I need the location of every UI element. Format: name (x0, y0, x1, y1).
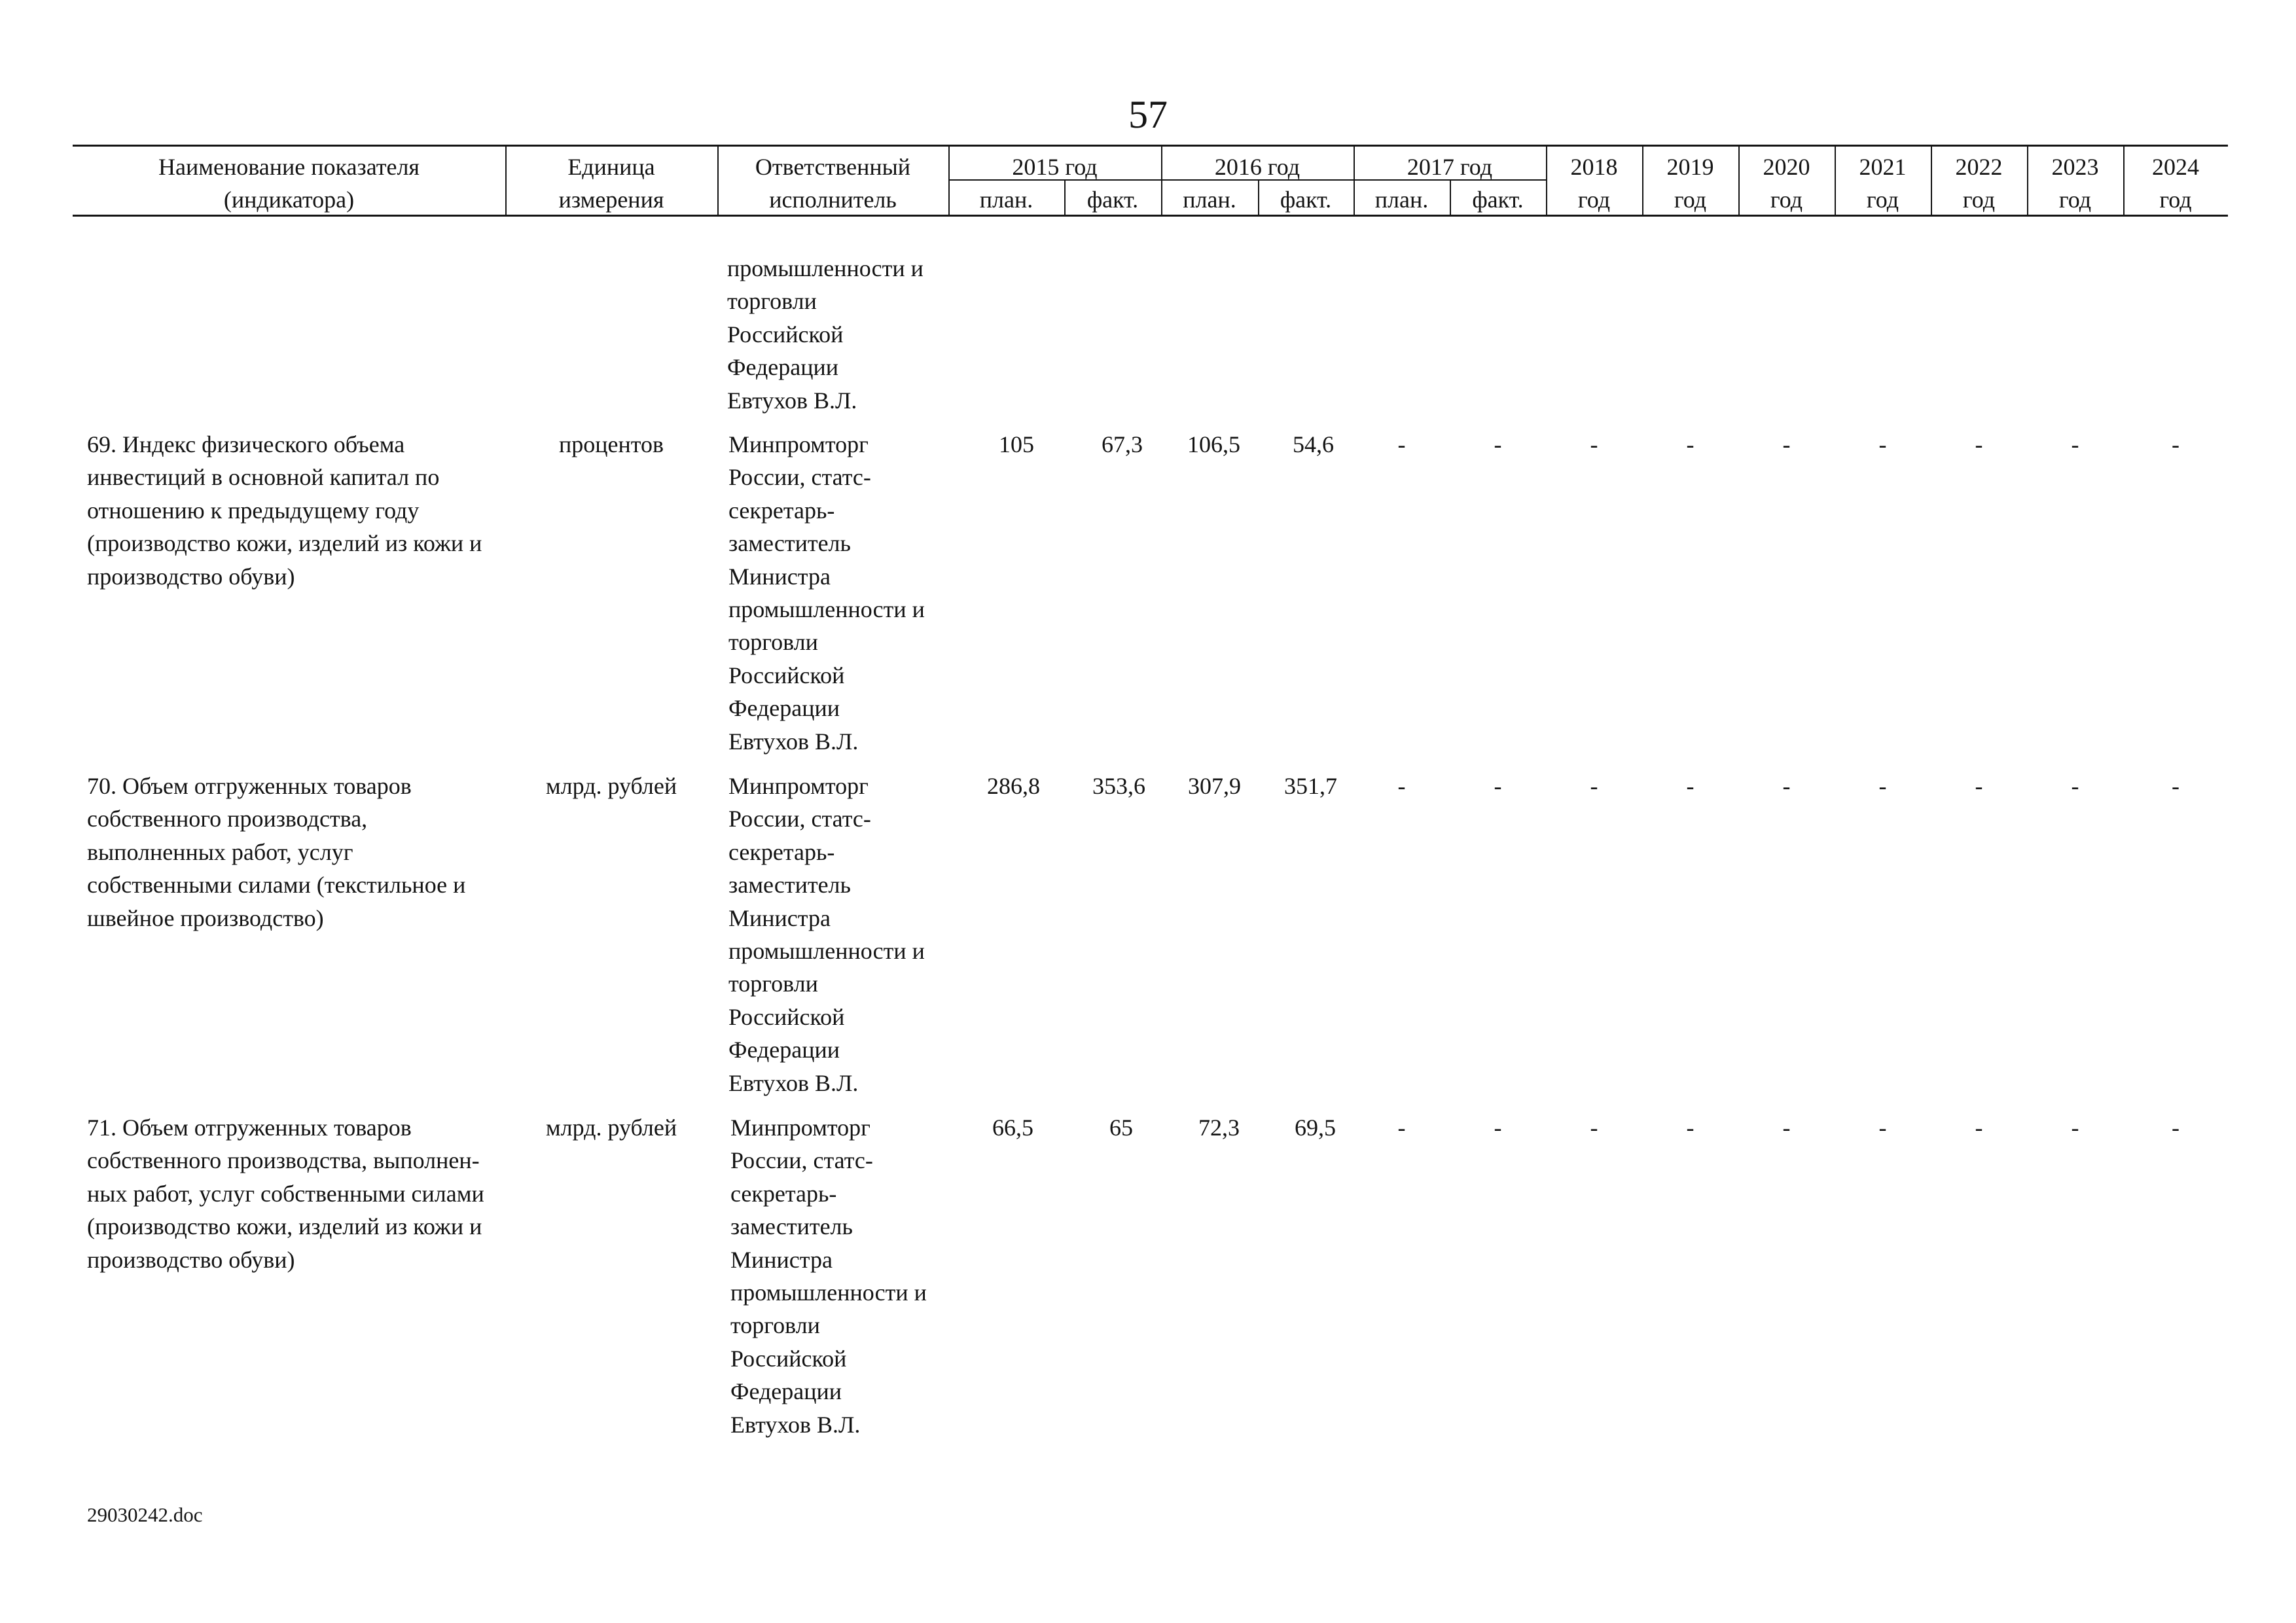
header-year-2019: 2019 (1666, 154, 1714, 180)
row-71-2015-fact: 65 (1109, 1115, 1133, 1141)
row-69-2019: - (1686, 431, 1695, 457)
row-69-2016-plan: 106,5 (1187, 431, 1240, 457)
row-71-2017-fact: - (1494, 1115, 1502, 1141)
row-69-2024: - (2172, 431, 2179, 457)
header-year-word: год (1866, 187, 1899, 213)
row-70-2019: - (1686, 773, 1695, 799)
header-fact-2016: факт. (1280, 187, 1332, 213)
header-year-2016: 2016 год (1214, 154, 1300, 180)
row-70-2021: - (1878, 773, 1887, 799)
page-number: 57 (1128, 93, 1168, 136)
header-fact-2015: факт. (1086, 187, 1139, 213)
header-fact-2017: факт. (1472, 187, 1524, 213)
header-year-word: год (1674, 187, 1707, 213)
row-71-2016-plan: 72,3 (1198, 1115, 1240, 1141)
row-69-unit: процентов (558, 431, 664, 457)
row-70-2015-fact: 353,6 (1092, 773, 1145, 799)
row-69-2015-plan: 105 (999, 431, 1034, 457)
table-top-rule (73, 145, 2228, 147)
row-70-2017-fact: - (1494, 773, 1502, 799)
row-71-2020: - (1782, 1115, 1791, 1141)
row-70-2023: - (2071, 773, 2079, 799)
row-71-2021: - (1878, 1115, 1887, 1141)
row-71-unit: млрд. рублей (545, 1115, 677, 1141)
row-71-2024: - (2172, 1115, 2179, 1141)
document-code: 29030242.doc (87, 1503, 203, 1526)
row-71-2023: - (2071, 1115, 2079, 1141)
header-responsible-line1: Ответственный (755, 154, 911, 180)
row-69-indicator-name: 69. Индекс физического объема инвестиций в основной капитал по отношению к предыдущему году (производство кожи, изделий из кожи и производство обуви) (87, 431, 482, 590)
row-71-2016-fact: 69,5 (1295, 1115, 1336, 1141)
header-plan-2017: план. (1374, 187, 1429, 213)
header-indicator-name-line2: (индикатора) (223, 187, 355, 213)
header-year-word: год (1962, 187, 1996, 213)
row-71-2018: - (1590, 1115, 1598, 1141)
header-responsible-line2: исполнитель (769, 187, 897, 213)
header-year-2020: 2020 (1763, 154, 1810, 180)
row-71-responsible: Минпромторг России, статс- секретарь- заместитель Министра промышленности и торговли Российской Федерации Евтухов В.Л. (730, 1115, 927, 1438)
row-70-2015-plan: 286,8 (987, 773, 1040, 799)
header-year-2015: 2015 год (1012, 154, 1098, 180)
header-year-word: год (2159, 187, 2192, 213)
header-year-2022: 2022 (1955, 154, 2003, 180)
row-69-2018: - (1590, 431, 1598, 457)
row-70-responsible: Минпромторг России, статс- секретарь- заместитель Министра промышленности и торговли Российской Федерации Евтухов В.Л. (728, 773, 925, 1096)
row-69-2022: - (1975, 431, 1983, 457)
header-year-2017: 2017 год (1407, 154, 1493, 180)
row-69-2023: - (2071, 431, 2079, 457)
header-year-word: год (1770, 187, 1803, 213)
row-69-2017-fact: - (1494, 431, 1502, 457)
header-unit-line1: Единица (567, 154, 655, 180)
row-70-2016-fact: 351,7 (1284, 773, 1337, 799)
row-69-2021: - (1878, 431, 1887, 457)
row-70-indicator-name: 70. Объем отгруженных товаров собственного производства, выполненных работ, услуг собственными силами (текстильное и швейное производство) (87, 773, 466, 931)
header-year-2024: 2024 (2152, 154, 2199, 180)
row-69-2017-plan: - (1397, 431, 1406, 457)
header-year-word: год (2058, 187, 2092, 213)
header-year-word: год (1577, 187, 1611, 213)
row-70-2020: - (1782, 773, 1791, 799)
row-69-2020: - (1782, 431, 1791, 457)
row-69-responsible: Минпромторг России, статс- секретарь- заместитель Министра промышленности и торговли Российской Федерации Евтухов В.Л. (728, 431, 925, 755)
header-year-2018: 2018 (1570, 154, 1618, 180)
header-indicator-name-line1: Наименование показателя (158, 154, 420, 180)
header-year-2021: 2021 (1859, 154, 1907, 180)
row-71-2015-plan: 66,5 (992, 1115, 1033, 1141)
row-71-indicator-name: 71. Объем отгруженных товаров собственного производства, выполнен- ных работ, услуг собственными силами (производство кожи, изделий из кожи и производство обуви) (87, 1115, 484, 1273)
row-70-2024: - (2172, 773, 2179, 799)
header-unit-line2: измерения (558, 187, 664, 213)
row-71-2017-plan: - (1397, 1115, 1406, 1141)
row-71-2022: - (1975, 1115, 1983, 1141)
row-71-2019: - (1686, 1115, 1695, 1141)
header-year-2023: 2023 (2051, 154, 2099, 180)
row-70-2018: - (1590, 773, 1598, 799)
row-70-2016-plan: 307,9 (1188, 773, 1241, 799)
row-69-2016-fact: 54,6 (1293, 431, 1334, 457)
row-69-2015-fact: 67,3 (1102, 431, 1143, 457)
continuation-responsible: промышленности и торговли Российской Федерации Евтухов В.Л. (727, 255, 924, 414)
header-plan-2015: план. (979, 187, 1033, 213)
row-70-unit: млрд. рублей (545, 773, 677, 799)
header-plan-2016: план. (1183, 187, 1236, 213)
row-70-2017-plan: - (1397, 773, 1406, 799)
row-70-2022: - (1975, 773, 1983, 799)
